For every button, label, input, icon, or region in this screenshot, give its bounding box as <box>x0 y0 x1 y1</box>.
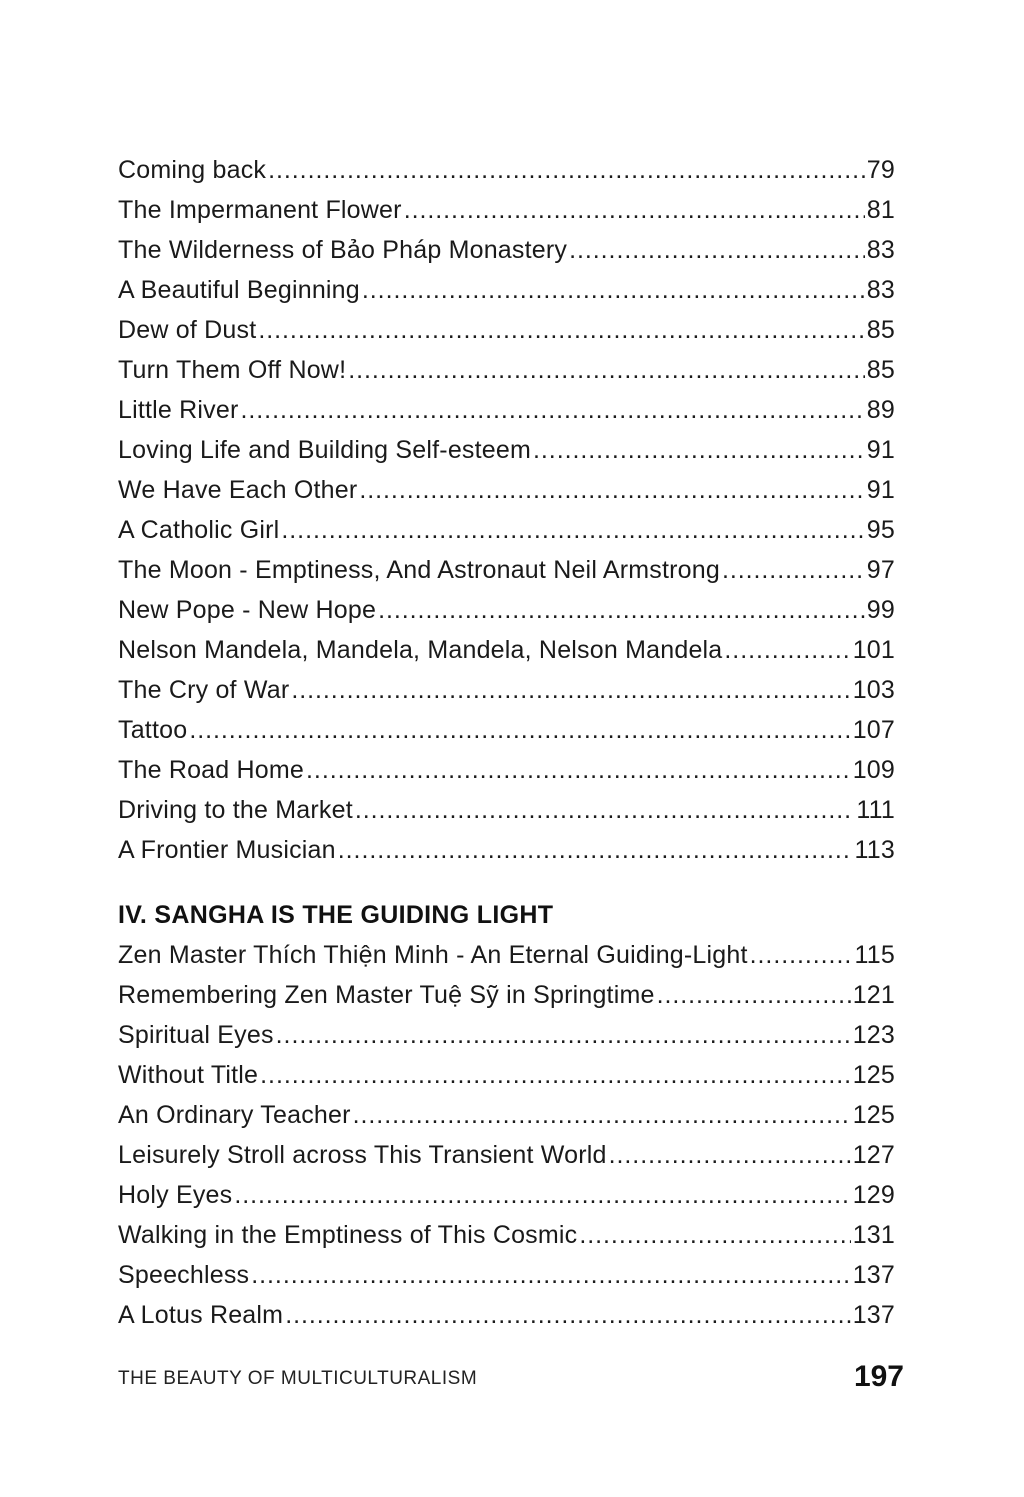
toc-entry <box>118 1175 895 1215</box>
toc-entry-title: Walking in the Emptiness of This Cosmic <box>118 1221 578 1249</box>
toc-entry <box>118 150 895 190</box>
toc-entry-page: 107 <box>852 716 895 744</box>
toc-entry <box>118 350 895 390</box>
toc-entry-title: Driving to the Market <box>118 796 353 824</box>
toc-entry-title: New Pope - New Hope <box>118 596 377 624</box>
toc-entry-title: Turn Them Off Now! <box>118 356 347 384</box>
toc-entry-page: 121 <box>852 981 895 1009</box>
toc-entry-page: 113 <box>854 836 895 864</box>
toc-entry-page: 89 <box>866 396 895 424</box>
dot-leader <box>533 430 865 470</box>
toc-entry-page: 111 <box>856 796 895 824</box>
toc-entry <box>118 1295 895 1335</box>
toc-entry-title: A Catholic Girl <box>118 516 280 544</box>
toc-entry-title: Tattoo <box>118 716 188 744</box>
dot-leader <box>378 590 865 630</box>
footer-page-number: 197 <box>853 1360 904 1393</box>
dot-leader <box>276 1015 851 1055</box>
toc-entry-page: 115 <box>854 941 895 969</box>
toc-entry-title: Dew of Dust <box>118 316 257 344</box>
dot-leader <box>579 1215 850 1255</box>
dot-leader <box>355 790 855 830</box>
toc-entry <box>118 510 895 550</box>
toc-entry-page: 137 <box>852 1301 895 1329</box>
toc-entry <box>118 470 895 510</box>
toc-entry-page: 127 <box>852 1141 895 1169</box>
dot-leader <box>404 190 865 230</box>
toc-entry-page: 91 <box>866 476 895 504</box>
toc-entry-page: 103 <box>852 676 895 704</box>
dot-leader <box>362 270 865 310</box>
dot-leader <box>241 390 865 430</box>
dot-leader <box>258 310 864 350</box>
toc-entry <box>118 1015 895 1055</box>
dot-leader <box>609 1135 851 1175</box>
toc-entry <box>118 790 895 830</box>
dot-leader <box>657 975 851 1015</box>
toc-entry-title: Spiritual Eyes <box>118 1021 274 1049</box>
toc-entry <box>118 630 895 670</box>
section-heading: IV. SANGHA IS THE GUIDING LIGHT <box>118 901 554 929</box>
toc-entry-page: 101 <box>852 636 895 664</box>
toc-entry-title: Coming back <box>118 156 267 184</box>
toc-entry-page: 123 <box>852 1021 895 1049</box>
toc-entry-title: Speechless <box>118 1261 250 1289</box>
toc-entry <box>118 190 895 230</box>
dot-leader <box>750 935 853 975</box>
dot-leader <box>291 670 850 710</box>
toc-entry-title: A Beautiful Beginning <box>118 276 360 304</box>
dot-leader <box>251 1255 850 1295</box>
toc-entry-title: Loving Life and Building Self-esteem <box>118 436 532 464</box>
dot-leader <box>722 550 865 590</box>
toc-list-bottom <box>118 935 895 1335</box>
dot-leader <box>285 1295 851 1335</box>
toc-entry <box>118 230 895 270</box>
toc-entry <box>118 670 895 710</box>
toc-entry <box>118 390 895 430</box>
toc-entry <box>118 1055 895 1095</box>
toc-entry-page: 129 <box>852 1181 895 1209</box>
dot-leader <box>189 710 850 750</box>
toc-entry <box>118 270 895 310</box>
toc-entry <box>118 830 895 870</box>
dot-leader <box>359 470 864 510</box>
toc-list-top <box>118 150 895 870</box>
dot-leader <box>353 1095 851 1135</box>
toc-entry-page: 83 <box>866 236 895 264</box>
toc-entry-title: A Lotus Realm <box>118 1301 284 1329</box>
toc-entry <box>118 1215 895 1255</box>
dot-leader <box>338 830 853 870</box>
dot-leader <box>306 750 851 790</box>
toc-entry <box>118 750 895 790</box>
toc-entry-page: 125 <box>852 1061 895 1089</box>
toc-entry <box>118 430 895 470</box>
toc-entry-title: The Road Home <box>118 756 305 784</box>
toc-entry-page: 85 <box>866 316 895 344</box>
toc-entry-title: An Ordinary Teacher <box>118 1101 351 1129</box>
toc-entry-page: 131 <box>852 1221 895 1249</box>
dot-leader <box>348 350 865 390</box>
toc-entry <box>118 590 895 630</box>
toc-entry-title: Little River <box>118 396 239 424</box>
toc-entry <box>118 1255 895 1295</box>
dot-leader <box>724 630 850 670</box>
toc-entry-title: The Moon - Emptiness, And Astronaut Neil Armstrong <box>118 556 720 584</box>
toc-entry-title: We Have Each Other <box>118 476 358 504</box>
toc-entry <box>118 1135 895 1175</box>
toc-entry-page: 95 <box>866 516 895 544</box>
toc-entry-title: Leisurely Stroll across This Transient World <box>118 1141 607 1169</box>
toc-entry-page: 109 <box>852 756 895 784</box>
toc-entry-title: Without Title <box>118 1061 259 1089</box>
dot-leader <box>569 230 865 270</box>
toc-entry-title: Zen Master Thích Thiện Minh - An Eternal Guiding-Light <box>118 941 748 969</box>
toc-entry-page: 91 <box>866 436 895 464</box>
dot-leader <box>234 1175 850 1215</box>
toc-entry <box>118 1095 895 1135</box>
footer-book-title: THE BEAUTY OF MULTICULTURALISM <box>118 1368 478 1389</box>
toc-entry-page: 79 <box>866 156 895 184</box>
dot-leader <box>268 150 865 190</box>
dot-leader <box>260 1055 851 1095</box>
toc-entry-title: The Wilderness of Bảo Pháp Monastery <box>118 236 568 264</box>
toc-entry-title: Remembering Zen Master Tuệ Sỹ in Springtime <box>118 981 655 1009</box>
toc-entry <box>118 975 895 1015</box>
toc-entry-title: The Cry of War <box>118 676 290 704</box>
toc-entry-page: 85 <box>866 356 895 384</box>
toc-entry-page: 97 <box>866 556 895 584</box>
toc-entry <box>118 710 895 750</box>
toc-entry-title: The Impermanent Flower <box>118 196 402 224</box>
toc-entry <box>118 310 895 350</box>
dot-leader <box>281 510 864 550</box>
toc-entry <box>118 550 895 590</box>
toc-entry-title: Nelson Mandela, Mandela, Mandela, Nelson Mandela <box>118 636 723 664</box>
toc-entry-title: A Frontier Musician <box>118 836 336 864</box>
toc-entry-page: 125 <box>852 1101 895 1129</box>
toc-entry-page: 81 <box>866 196 895 224</box>
toc-entry-title: Holy Eyes <box>118 1181 233 1209</box>
toc-entry-page: 99 <box>866 596 895 624</box>
toc-entry-page: 83 <box>866 276 895 304</box>
toc-entry-page: 137 <box>852 1261 895 1289</box>
toc-entry <box>118 935 895 975</box>
